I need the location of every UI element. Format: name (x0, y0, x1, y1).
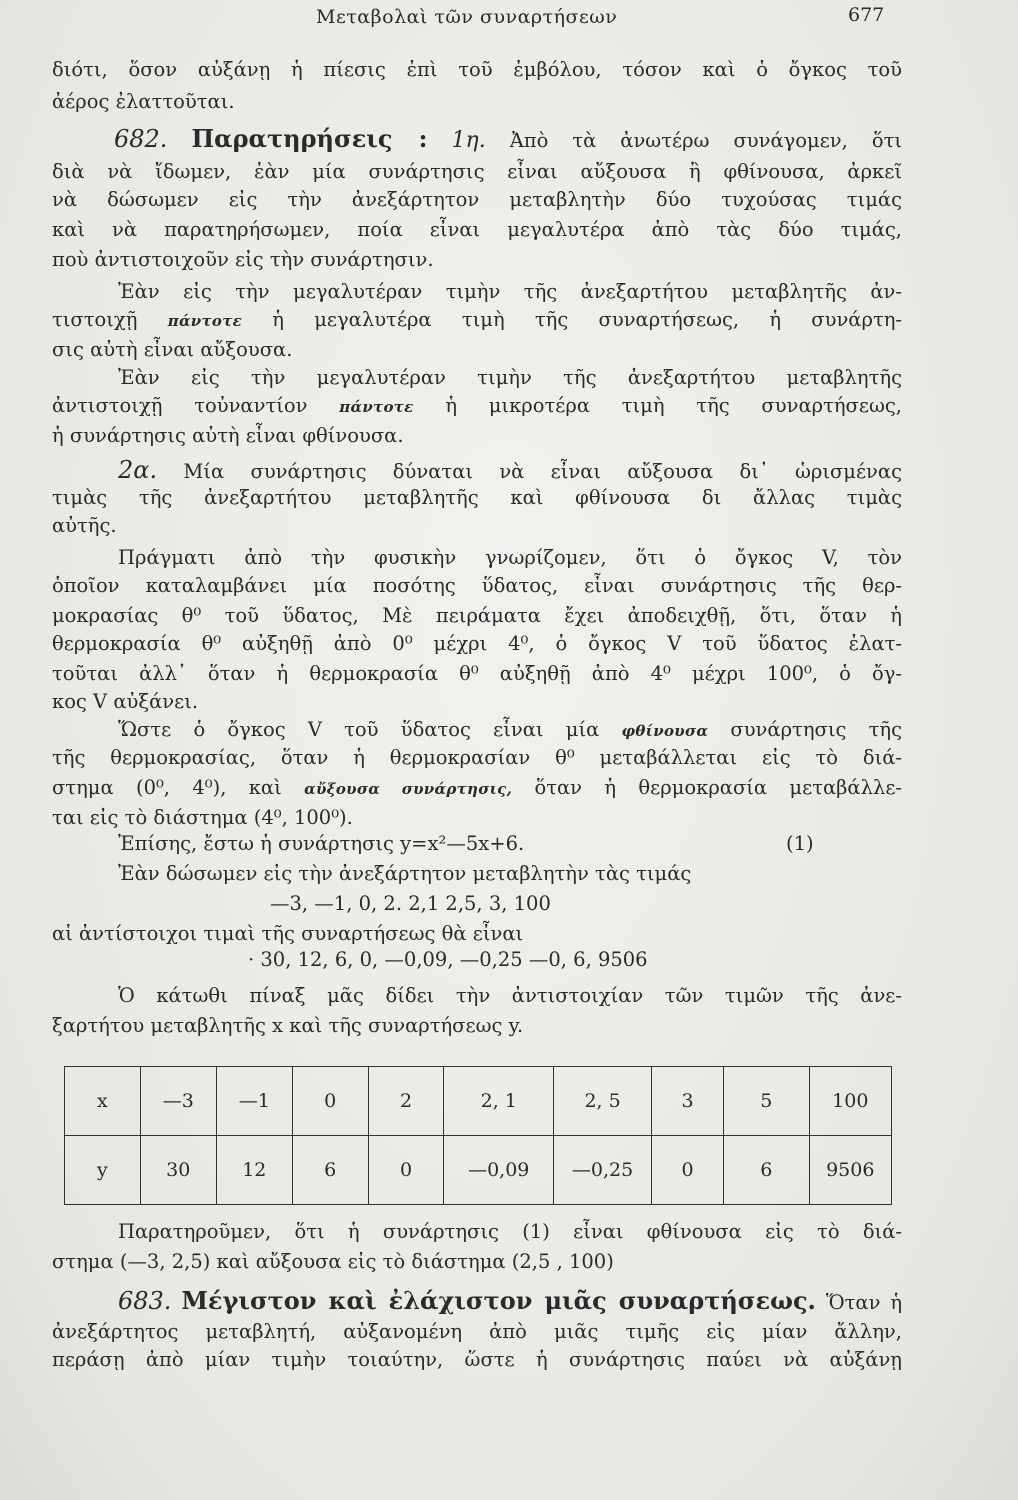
text-fragment: τιστοιχῇ (52, 308, 138, 331)
table-cell: 6 (292, 1136, 368, 1205)
running-header (0, 4, 1018, 30)
table-cell: 2, 1 (444, 1067, 554, 1136)
text-line: νὰ δώσωμεν εἰς τὴν ἀνεξάρτητον μεταβλητὴν δύο τυχούσας τιμάς (52, 188, 902, 211)
text-line: Ἐὰν εἰς τὴν μεγαλυτέραν τιμὴν τῆς ἀνεξαρτήτου μεταβλητῆς ἀν- (118, 280, 902, 303)
table-row-header: x (65, 1067, 141, 1136)
section-number: 683. (118, 1287, 172, 1315)
table-cell: 5 (723, 1067, 809, 1136)
text-line: Ἐὰν δώσωμεν εἰς τὴν ἀνεξάρτητον μεταβλητὴν τὰς τιμάς (118, 862, 692, 885)
emphasis: πάντοτε (339, 398, 414, 416)
text-fragment: στημα (0⁰, 4⁰), καὶ (52, 776, 282, 799)
equation-number: (1) (786, 832, 814, 855)
text-line (52, 454, 902, 486)
text-line: ξαρτήτου μεταβλητῆς x καὶ τῆς συναρτήσεως y. (52, 1014, 524, 1037)
section-682-heading-line (52, 122, 902, 156)
table-cell: 12 (216, 1136, 292, 1205)
text-line: σις αὐτὴ εἶναι αὔξουσα. (52, 338, 293, 361)
text-line: αὐτῆς. (52, 514, 117, 537)
table-cell: 0 (292, 1067, 368, 1136)
text-line: τῆς θερμοκρασίας, ὅταν ἡ θερμοκρασίαν θ⁰ μεταβάλλεται εἰς τὸ διά- (52, 746, 902, 769)
table-cell: 6 (723, 1136, 809, 1205)
text-line: αἱ ἀντίστοιχοι τιμαὶ τῆς συναρτήσεως θὰ εἶναι (52, 922, 524, 945)
text-line: διότι, ὅσον αὐξάνῃ ἡ πίεσις ἐπὶ τοῦ ἐμβόλου, τόσον καὶ ὁ ὄγκος τοῦ (52, 58, 902, 81)
table-row (65, 1136, 892, 1205)
text-line: μοκρασίας θ⁰ τοῦ ὕδατος, Μὲ πειράματα ἔχει ἀποδειχθῇ, ὅτι, ὅταν ἡ (52, 604, 902, 627)
values-line: · 30, 12, 6, 0, —0,09, —0,25 —0, 6, 9506 (248, 948, 648, 971)
text-line: Πράγματι ἀπὸ τὴν φυσικὴν γνωρίζομεν, ὅτι ὁ ὄγκος V, τὸν (118, 546, 902, 569)
subsection-number: 2α. (118, 456, 158, 484)
table-cell: —3 (140, 1067, 216, 1136)
table-cell: 30 (140, 1136, 216, 1205)
table-row (65, 1067, 892, 1136)
values-table-body (65, 1067, 892, 1205)
text-line: τοῦται ἀλλ᾽ ὅταν ἡ θερμοκρασία θ⁰ αὐξηθῇ ἀπὸ 4⁰ μέχρι 100⁰, ὁ ὄγ- (52, 662, 902, 685)
text-line: περάσῃ ἀπὸ μίαν τιμὴν τοιαύτην, ὥστε ἡ συνάρτησις παύει νὰ αὐξάνῃ (52, 1348, 902, 1371)
text-line: ἀέρος ἐλαττοῦται. (52, 90, 235, 113)
text-line-with-emphasis (52, 716, 902, 745)
text-line: ποὺ ἀντιστοιχοῦν εἰς τὴν συνάρτησιν. (52, 248, 434, 271)
table-cell: 0 (368, 1136, 444, 1205)
table-cell: —1 (216, 1067, 292, 1136)
table-cell: 2, 5 (554, 1067, 652, 1136)
table-cell: 9506 (809, 1136, 891, 1205)
text-line-with-emphasis (52, 774, 902, 803)
text-line: κος V αὐξάνει. (52, 690, 199, 713)
text-fragment: Ὅταν ἡ (825, 1291, 903, 1314)
subsection-number: 1η. (451, 128, 486, 153)
section-number: 682. (114, 125, 168, 153)
text-line: ται εἰς τὸ διάστημα (4⁰, 100⁰). (52, 806, 353, 829)
text-line: Παρατηροῦμεν, ὅτι ἡ συνάρτησις (1) εἶναι φθίνουσα εἰς τὸ διά- (118, 1220, 902, 1243)
text-line: τιμὰς τῆς ἀνεξαρτήτου μεταβλητῆς καὶ φθίνουσα δι ἄλλας τιμὰς (52, 486, 902, 509)
table-row-header: y (65, 1136, 141, 1205)
table-cell: 0 (652, 1136, 724, 1205)
text-line: θερμοκρασία θ⁰ αὐξηθῇ ἀπὸ 0⁰ μέχρι 4⁰, ὁ ὄγκος V τοῦ ὕδατος ἐλατ- (52, 632, 902, 655)
text-line: ὁποῖον καταλαμβάνει μία ποσότης ὕδατος, εἶναι συνάρτησις τῆς θερ- (52, 574, 902, 597)
text-fragment: ὅταν ἡ θερμοκρασία μεταβάλλε- (534, 776, 903, 799)
values-table (64, 1066, 892, 1205)
text-fragment: ἡ μικροτέρα τιμὴ τῆς συναρτήσεως, (445, 394, 902, 417)
text-line: Ἐὰν εἰς τὴν μεγαλυτέραν τιμὴν τῆς ἀνεξαρτήτου μεταβλητῆς (118, 366, 902, 389)
text-fragment: Ἀπὸ τὰ ἀνωτέρω συνάγομεν, ὅτι (509, 129, 903, 152)
header-title: Μεταβολαὶ τῶν συναρτήσεων (316, 6, 618, 28)
table-cell: —0,25 (554, 1136, 652, 1205)
text-fragment: ἡ μεγαλυτέρα τιμὴ τῆς συναρτήσεως, ἡ συνάρτη- (272, 308, 902, 331)
text-line: καὶ νὰ παρατηρήσωμεν, ποία εἶναι μεγαλυτέρα ἀπὸ τὰς δύο τιμάς, (52, 218, 902, 241)
table-cell: 100 (809, 1067, 891, 1136)
text-line: στημα (—3, 2,5) καὶ αὔξουσα εἰς τὸ διάστημα (2,5 , 100) (52, 1250, 614, 1273)
text-fragment: συνάρτησις τῆς (730, 718, 902, 741)
section-heading: Παρατηρήσεις : (191, 124, 428, 153)
section-heading: Μέγιστον καὶ ἐλάχιστον μιᾶς συναρτήσεως. (181, 1286, 816, 1315)
text-fragment: Μία συνάρτησις δύναται νὰ εἶναι αὔξουσα δι᾽ ὡρισμένας (183, 460, 902, 483)
emphasis: πάντοτε (167, 312, 243, 330)
page-number: 677 (848, 4, 885, 26)
text-fragment: ἀντιστοιχῇ τοὐναντίον (52, 394, 308, 417)
equation-line (52, 830, 902, 858)
table-cell: —0,09 (444, 1136, 554, 1205)
text-line: ἀνεξάρτητος μεταβλητή, αὐξανομένη ἀπὸ μιᾶς τιμῆς εἰς μίαν ἄλλην, (52, 1320, 902, 1343)
text-fragment: Ὥστε ὁ ὄγκος V τοῦ ὕδατος εἶναι μία (118, 718, 600, 741)
emphasis: αὔξουσα συνάρτησις, (304, 780, 513, 798)
text-line: διὰ νὰ ἴδωμεν, ἐὰν μία συνάρτησις εἶναι αὔξουσα ἢ φθίνουσα, ἀρκεῖ (52, 160, 902, 183)
text-line: ἡ συνάρτησις αὐτὴ εἶναι φθίνουσα. (52, 424, 404, 447)
section-683-heading-line (52, 1284, 902, 1318)
text-line-with-emphasis (52, 306, 902, 335)
text-line-with-emphasis (52, 392, 902, 421)
values-line: —3, —1, 0, 2. 2,1 2,5, 3, 100 (270, 892, 551, 915)
table-cell: 3 (652, 1067, 724, 1136)
text-line: Ὁ κάτωθι πίναξ μᾶς δίδει τὴν ἀντιστοιχίαν τῶν τιμῶν τῆς ἀνε- (118, 984, 902, 1007)
emphasis: φθίνουσα (621, 722, 709, 740)
table-cell: 2 (368, 1067, 444, 1136)
equation-text: Ἐπίσης, ἔστω ἡ συνάρτησις y=x²—5x+6. (118, 832, 525, 855)
